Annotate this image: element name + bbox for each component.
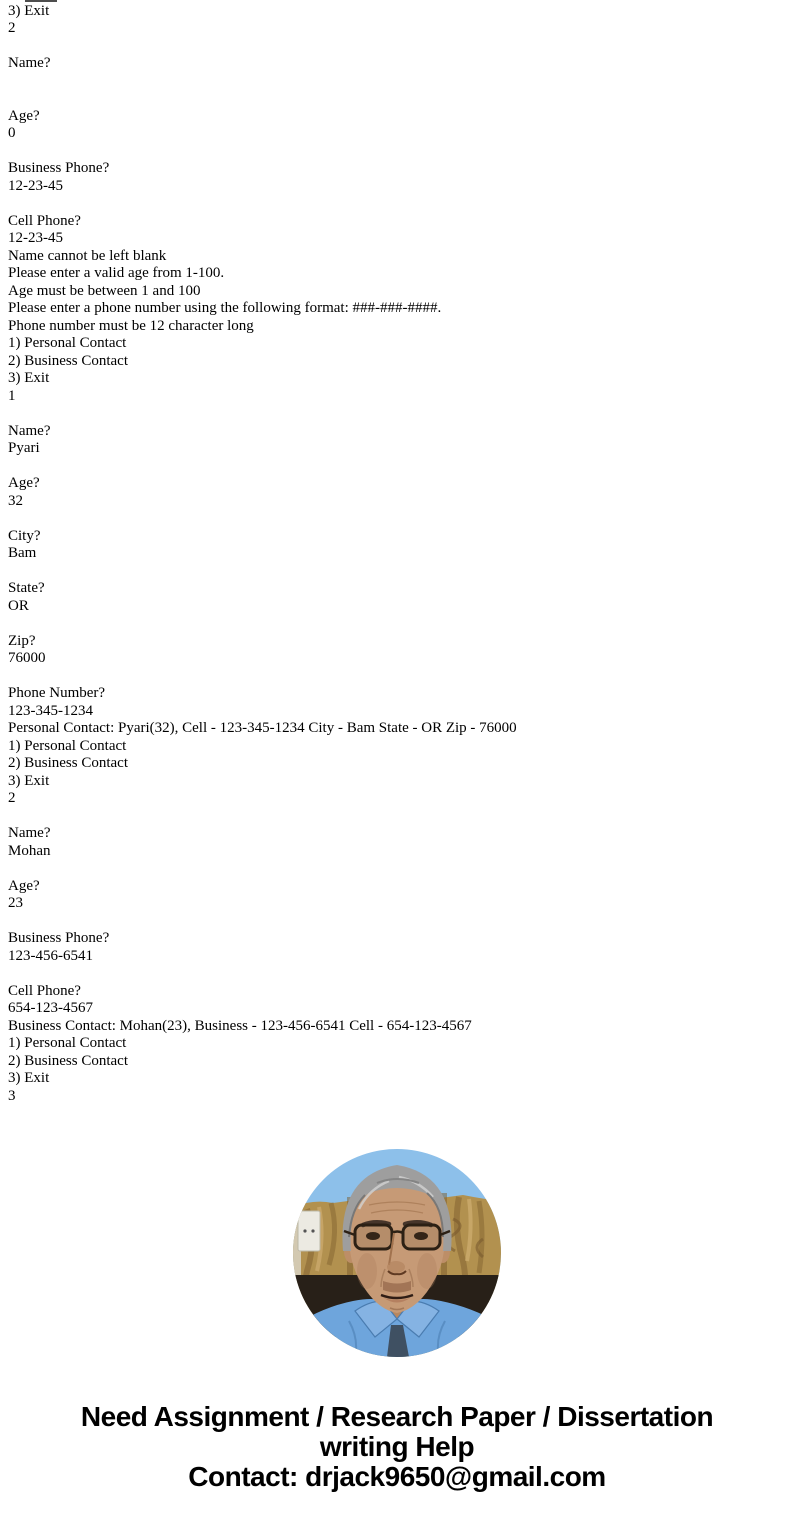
console-line [8,38,788,56]
console-line: Phone number must be 12 character long [8,317,254,334]
console-line: Age? [8,475,40,491]
light-switch [298,1211,320,1251]
console-line: Zip? [8,632,36,649]
console-line: 12-23-45 [8,230,63,246]
console-line [8,913,788,931]
console-line: Business Contact: Mohan(23), Business - 123-456-6541 Cell - 654-123-4567 [8,1017,472,1034]
console-line: Cell Phone? [8,982,81,999]
console-line: 3) Exit [8,370,50,386]
console-line: Name? [8,422,51,439]
console-line [8,615,788,633]
console-line: 654-123-4567 [8,1000,93,1016]
cheek-shadow-left [357,1253,377,1289]
console-line [8,860,788,878]
console-line: Name? [8,55,51,71]
console-line [8,458,788,476]
console-line: Phone Number? [8,685,106,701]
console-line: 123-456-6541 [8,947,93,964]
tutor-photo [293,1149,501,1357]
console-line: 1 [8,387,16,404]
console-line: Age? [8,877,40,894]
console-line [8,668,788,686]
console-line: Bam [8,545,37,561]
console-line: Please enter a valid age from 1-100. [8,265,225,281]
console-line [8,143,788,161]
help-banner [0,1402,794,1492]
console-line: Age? [8,107,40,124]
console-line: State? [8,580,45,596]
console-line: Name cannot be left blank [8,247,167,264]
console-line [8,195,788,213]
console-line: OR [8,597,29,614]
console-line [8,405,788,423]
console-line: 2) Business Contact [8,755,128,771]
console-line: Business Phone? [8,160,110,176]
console-line: Age must be between 1 and 100 [8,282,201,299]
console-line [8,808,788,826]
console-line: 1) Personal Contact [8,737,127,754]
cheek-shadow-right [417,1253,437,1289]
console-line: 0 [8,125,16,141]
console-line: Name? [8,825,51,841]
console-line: 1) Personal Contact [8,1035,127,1051]
console-line [8,563,788,581]
console-line: Business Phone? [8,930,110,946]
console-line: 12-23-45 [8,177,63,194]
console-line [8,510,788,528]
console-line: 123-345-1234 [8,702,93,719]
banner-line-3: Contact: drjack9650@gmail.com [188,1461,606,1492]
console-output [8,0,788,1105]
console-line: 3 [8,1087,16,1104]
console-line: Please enter a phone number using the following format: ###-###-####. [8,300,442,316]
console-line: 3) Exit [8,772,50,789]
console-line: 2) Business Contact [8,352,128,369]
console-line: 2 [8,20,16,36]
banner-line-2: writing Help [319,1431,475,1462]
banner-line-1: Need Assignment / Research Paper / Dissertation [80,1401,714,1432]
console-line: 76000 [8,650,46,666]
console-line: 3) Exit [8,1070,50,1086]
console-line: 3) Exit [8,2,50,19]
console-line: 1) Personal Contact [8,335,127,351]
console-line [8,90,788,108]
console-line: City? [8,527,41,544]
console-line: 2 [8,790,16,806]
console-line: 23 [8,895,23,911]
console-line [8,73,788,91]
console-line: 32 [8,492,23,509]
tutor-photo-svg [293,1149,501,1357]
console-line: Pyari [8,440,40,456]
console-line [8,965,788,983]
console-line: Mohan [8,842,51,859]
console-line: Personal Contact: Pyari(32), Cell - 123-345-1234 City - Bam State - OR Zip - 76000 [8,720,517,736]
console-line: 2) Business Contact [8,1052,128,1069]
console-line: Cell Phone? [8,212,81,229]
